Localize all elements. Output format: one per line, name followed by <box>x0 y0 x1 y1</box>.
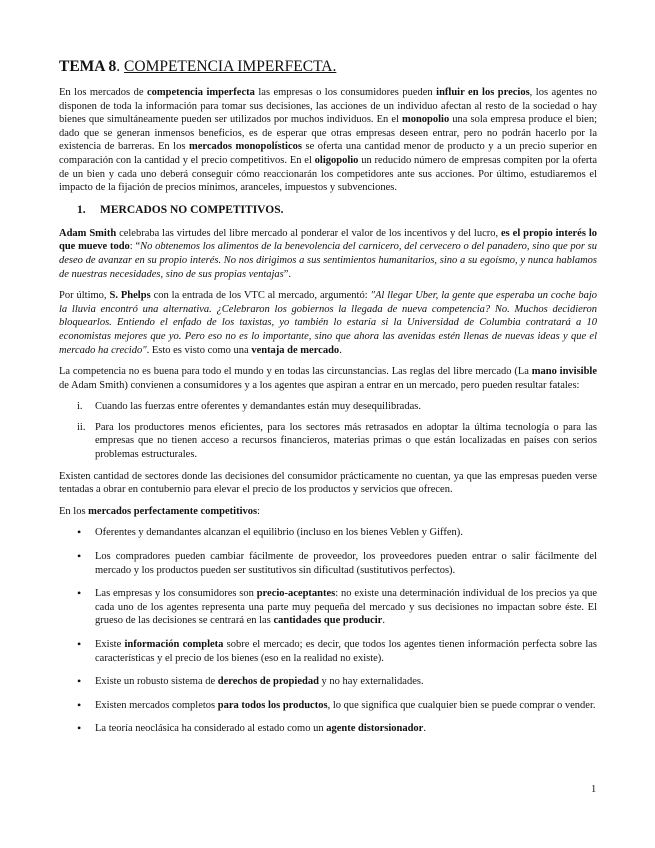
text-run: Existe <box>95 639 125 650</box>
bullet-icon: • <box>77 586 82 601</box>
text-run: las empresas o los consumidores pueden <box>254 87 437 98</box>
text-run: . Esto es visto como una <box>146 344 252 356</box>
section-heading <box>77 203 597 218</box>
page-number: 1 <box>591 784 597 795</box>
text-run: sobre el mercado; es decir, que todos los agentes tienen información perfecta sobre las características y el precio de los bienes (eso en la realidad no existe). <box>95 639 598 664</box>
text-run: : “ <box>129 241 141 253</box>
bullet-list-item <box>59 722 597 736</box>
smith-paragraph <box>59 227 597 281</box>
bold-text: oligopolio <box>314 154 359 166</box>
text-run: . <box>339 344 342 356</box>
perfect-markets-paragraph <box>59 505 597 519</box>
competition-paragraph <box>59 365 597 392</box>
page-title: TEMA 8. COMPETENCIA IMPERFECTA. <box>59 58 337 75</box>
text-run: y no hay externalidades. <box>318 676 424 688</box>
bold-text: monopolio <box>401 114 450 126</box>
quote-text: "Al llegar Uber, la gente que esperaba un coche bajo la lluvia encontró una alternativa. ¿Celebraron los gobiernos la llegada de nueva competencia? No. Muchos decidieron bloquearlos. Entiendo el enfado de los taxistas, yo también lo estaría si la Universidad de Columbia contratará a 10 economistas mejores que yo. Pero eso no es lo importante, sino que ahora las avenidas estén llenas de nuevas ideas y que el mercado ha crecido" <box>59 290 597 356</box>
bold-text: para todos los productos <box>217 699 328 711</box>
bold-text: derechos de propiedad <box>217 676 319 688</box>
text-run: un reducido número de empresas compiten por la oferta de un bien y cada uno deberá conseguir cómo reaccionarán los competidores ante sus acciones. Por último, estudiaremos el impacto de la fijación de precios mínimos, aranceles, impuestos y subvenciones. <box>59 154 597 194</box>
bold-text: información completa <box>124 639 224 650</box>
bullet-icon: • <box>77 549 82 564</box>
text-run: Los compradores pueden cambiar fácilmente de proveedor, los proveedores pueden entrar o salir fácilmente del mercado y los productos pueden ser sustitutivos sin dificultad (sustitutivos perfectos). <box>95 551 597 576</box>
intro-paragraph <box>59 86 597 195</box>
list-marker: i. <box>77 401 83 413</box>
text-run: Las empresas y los consumidores son <box>95 588 257 600</box>
bullet-icon: • <box>77 697 82 712</box>
text-run: . <box>382 615 385 627</box>
text-run: Oferentes y demandantes alcanzan el equilibrio (incluso en los bienes Veblen y Giffen). <box>95 527 463 539</box>
text-run: En los mercados de <box>59 87 148 98</box>
text-run: . <box>423 723 426 735</box>
text-run: En los <box>59 505 89 517</box>
text-run: : <box>257 505 261 517</box>
text-run: una sola empresa produce el bien; dado que se generan inmensos beneficios, es de esperar que otras empresas deseen entrar, pero no podrán hacerlo por la existencia de barreras. En los <box>59 114 597 153</box>
section-title: MERCADOS NO COMPETITIVOS. <box>100 203 284 216</box>
bold-text: cantidades que producir <box>273 615 383 627</box>
text-run: celebraba las virtudes del libre mercado al ponderar el valor de los incentivos y del lucro, <box>116 227 502 239</box>
text-run: de Adam Smith) convienen a consumidores y a los agentes que aspiran a entrar en un mercado, pero pueden resultar fatales: <box>59 379 580 391</box>
section-number: 1. <box>77 203 86 216</box>
text-run: Para los productores menos eficientes, para los sectores más retrasados en adoptar la última tecnología o para las empresas que no tienen acceso a recursos financieros, materias primas o que están localizadas en países con serios problemas estructurales. <box>95 421 597 461</box>
bullet-list-item <box>59 675 597 689</box>
document-page <box>59 57 597 746</box>
bold-text: competencia imperfecta <box>147 87 255 98</box>
text-run: Por último, <box>59 290 110 302</box>
text-run: se oferta una cantidad menor de producto y a un precio superior en comparación con la cantidad y el precio competitivos. En el <box>59 141 597 166</box>
bold-text: Adam Smith <box>59 227 117 239</box>
sectors-paragraph <box>59 470 597 497</box>
roman-list-item <box>59 400 597 414</box>
list-marker: ii. <box>77 421 86 433</box>
roman-list <box>59 400 597 461</box>
text-run: La teoría neoclásica ha considerado al estado como un <box>95 723 327 735</box>
text-run: Cuando las fuerzas entre oferentes y demandantes están muy desequilibradas. <box>95 401 421 413</box>
text-run: , lo que significa que cualquier bien se puede comprar o vender. <box>327 699 596 711</box>
bold-text: S. Phelps <box>109 290 151 302</box>
text-run: : no existe una determinación individual de los precios ya que cada uno de los agentes representa una parte muy pequeña del mercado y sus decisiones no impactan sobre éste. El grueso de las decisiones se centrará en las <box>95 588 597 627</box>
bullet-list-item <box>59 699 597 713</box>
bullet-icon: • <box>77 637 82 651</box>
bullet-list-item <box>59 526 597 540</box>
bold-text: influir en los precios <box>436 87 530 98</box>
text-run: Existen cantidad de sectores donde las decisiones del consumidor prácticamente no cuentan, ya que las empresas pueden verse tentadas a obrar en contubernio para elevar el precio de los productos y servicios que ofrecen. <box>59 470 597 496</box>
quote-text: No obtenemos los alimentos de la benevolencia del carnicero, del cervecero o del panadero, sino que por su deseo de avanzar en su propio interés. No nos dirigimos a sus sentimientos humanitarios, sino a su egoísmo, y nunca hablamos de nuestras necesidades, sino de sus propias ventajas <box>59 241 598 280</box>
phelps-paragraph <box>59 289 597 357</box>
text-run: con la entrada de los VTC al mercado, argumentó: <box>150 290 371 302</box>
bullet-list-item <box>59 638 597 665</box>
bullet-icon: • <box>77 674 82 689</box>
text-run: ”. <box>283 268 292 280</box>
bold-text: ventaja de mercado <box>251 344 340 356</box>
text-run: Existen mercados completos <box>95 699 218 711</box>
text-run: Existe un robusto sistema de <box>95 676 218 688</box>
title-label: TEMA 8 <box>59 58 117 75</box>
bold-text: mano invisible <box>531 366 598 378</box>
title-text: COMPETENCIA IMPERFECTA. <box>124 58 337 75</box>
roman-list-item <box>59 421 597 462</box>
bullet-icon: • <box>77 525 82 540</box>
bold-text: mercados perfectamente competitivos <box>88 505 258 517</box>
text-run: , los agentes no disponen de toda la información para tomar sus decisiones, las acciones de un individuo afectan al resto de la sociedad o hay bienes que simultáneamente pueden ser utilizados por muchos individuos. En el <box>59 87 597 126</box>
bold-text: mercados monopolísticos <box>188 141 302 153</box>
bullet-list-item <box>59 550 597 577</box>
bullet-icon: • <box>77 721 82 736</box>
bold-text: precio-aceptantes <box>256 588 336 600</box>
bullet-list-item <box>59 587 597 628</box>
bullet-list <box>59 526 597 736</box>
bold-text: agente distorsionador <box>326 723 424 735</box>
text-run: La competencia no es buena para todo el mundo y en todas las circunstancias. Las reglas del libre mercado (La <box>59 366 532 378</box>
bold-text: es el propio interés lo que mueve todo <box>59 227 597 253</box>
